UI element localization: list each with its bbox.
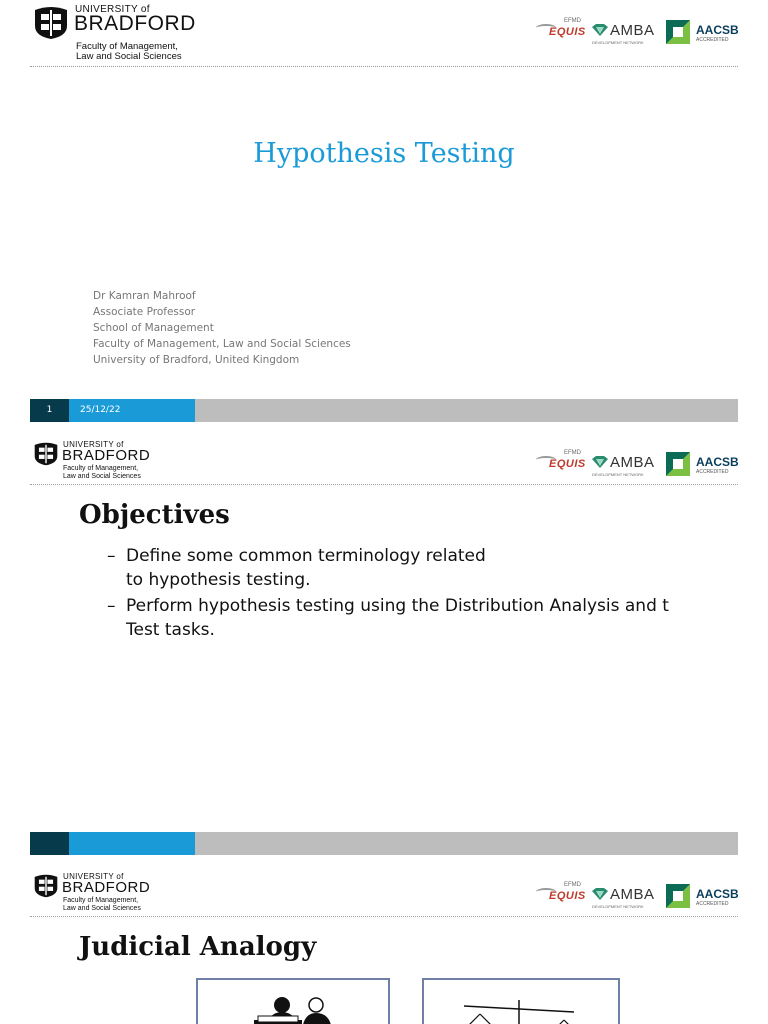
slide-header (0, 0, 768, 70)
efmd-label: EFMD (564, 882, 581, 888)
equis-label: EQUIS (549, 26, 586, 38)
header-divider (30, 916, 738, 917)
amba-gem-icon (592, 888, 608, 900)
equis-logo (536, 450, 588, 478)
university-name: BRADFORD (62, 879, 151, 896)
scales-of-justice-icon (424, 980, 618, 1024)
faculty-line-2: Law and Social Sciences (63, 904, 141, 912)
slide-number-block (30, 832, 69, 855)
bullet-list (107, 544, 669, 644)
aacsb-label: AACSB (696, 887, 739, 901)
bullet-text: Perform hypothesis testing using the Distribution Analysis and t Test tasks. (126, 596, 669, 640)
author-block (93, 288, 351, 368)
slide-header (0, 862, 768, 932)
amba-label: AMBA (610, 886, 655, 903)
slide-date-block (69, 832, 195, 855)
university-shield-icon (33, 874, 59, 898)
aacsb-sub-label: ACCREDITED (696, 37, 729, 43)
slide-header (0, 430, 768, 500)
bullet-marker: – (107, 596, 116, 616)
aacsb-sub-label: ACCREDITED (696, 469, 729, 475)
university-shield-icon (33, 442, 59, 466)
university-of-label: UNIVERSITY of (63, 872, 124, 881)
amba-logo (592, 882, 658, 910)
slide-judicial-analogy (0, 862, 768, 1024)
equis-logo (536, 882, 588, 910)
courtroom-illustration (196, 978, 390, 1024)
faculty-line-1: Faculty of Management, (76, 41, 178, 52)
efmd-label: EFMD (564, 18, 581, 24)
bullet-marker: – (107, 546, 116, 566)
faculty-line-2: Law and Social Sciences (63, 472, 141, 480)
amba-sub-label: DEVELOPMENT NETWORK (592, 40, 644, 45)
university-name: BRADFORD (62, 447, 151, 464)
author-school: School of Management (93, 322, 214, 334)
aacsb-square-icon (666, 452, 690, 476)
university-shield-icon (33, 6, 69, 40)
equis-label: EQUIS (549, 890, 586, 902)
faculty-line-1: Faculty of Management, (63, 897, 139, 904)
bullet-text: Define some common terminology related to hypothesis testing. (126, 546, 486, 590)
aacsb-label: AACSB (696, 23, 739, 37)
slide-number: 1 (30, 399, 69, 422)
slide-objectives (0, 430, 768, 862)
aacsb-logo (666, 882, 740, 910)
aacsb-label: AACSB (696, 455, 739, 469)
slide-title-text: Hypothesis Testing (253, 138, 515, 169)
university-of-label: UNIVERSITY of (75, 4, 150, 15)
amba-logo (592, 18, 658, 46)
aacsb-square-icon (666, 884, 690, 908)
slide-title (0, 0, 768, 430)
faculty-name (63, 897, 141, 912)
efmd-label: EFMD (564, 450, 581, 456)
equis-logo (536, 18, 588, 46)
aacsb-logo (666, 18, 740, 46)
amba-logo (592, 450, 658, 478)
amba-gem-icon (592, 24, 608, 36)
amba-sub-label: DEVELOPMENT NETWORK (592, 472, 644, 477)
slide-footer (30, 399, 738, 422)
equis-label: EQUIS (549, 458, 586, 470)
faculty-line-2: Law and Social Sciences (76, 51, 182, 62)
scales-illustration (422, 978, 620, 1024)
amba-label: AMBA (610, 454, 655, 471)
slide-footer (30, 832, 738, 855)
university-of-label: UNIVERSITY of (63, 440, 124, 449)
faculty-line-1: Faculty of Management, (63, 465, 139, 472)
slide-date: 25/12/22 (69, 399, 195, 422)
slide-heading: Judicial Analogy (79, 932, 317, 962)
author-role: Associate Professor (93, 306, 196, 318)
faculty-name (63, 465, 141, 480)
amba-gem-icon (592, 456, 608, 468)
header-divider (30, 484, 738, 485)
author-name: Dr Kamran Mahroof (93, 290, 196, 302)
bullet-item (107, 544, 669, 592)
aacsb-logo (666, 450, 740, 478)
author-university: University of Bradford, United Kingdom (93, 354, 300, 366)
aacsb-sub-label: ACCREDITED (696, 901, 729, 907)
author-faculty: Faculty of Management, Law and Social Sciences (93, 338, 351, 350)
slide-heading: Objectives (79, 500, 230, 530)
amba-label: AMBA (610, 22, 655, 39)
university-name: BRADFORD (74, 12, 196, 35)
bullet-item (107, 594, 669, 642)
header-divider (30, 66, 738, 67)
faculty-name (76, 42, 182, 62)
amba-sub-label: DEVELOPMENT NETWORK (592, 904, 644, 909)
judge-jury-icon (198, 980, 388, 1024)
aacsb-square-icon (666, 20, 690, 44)
